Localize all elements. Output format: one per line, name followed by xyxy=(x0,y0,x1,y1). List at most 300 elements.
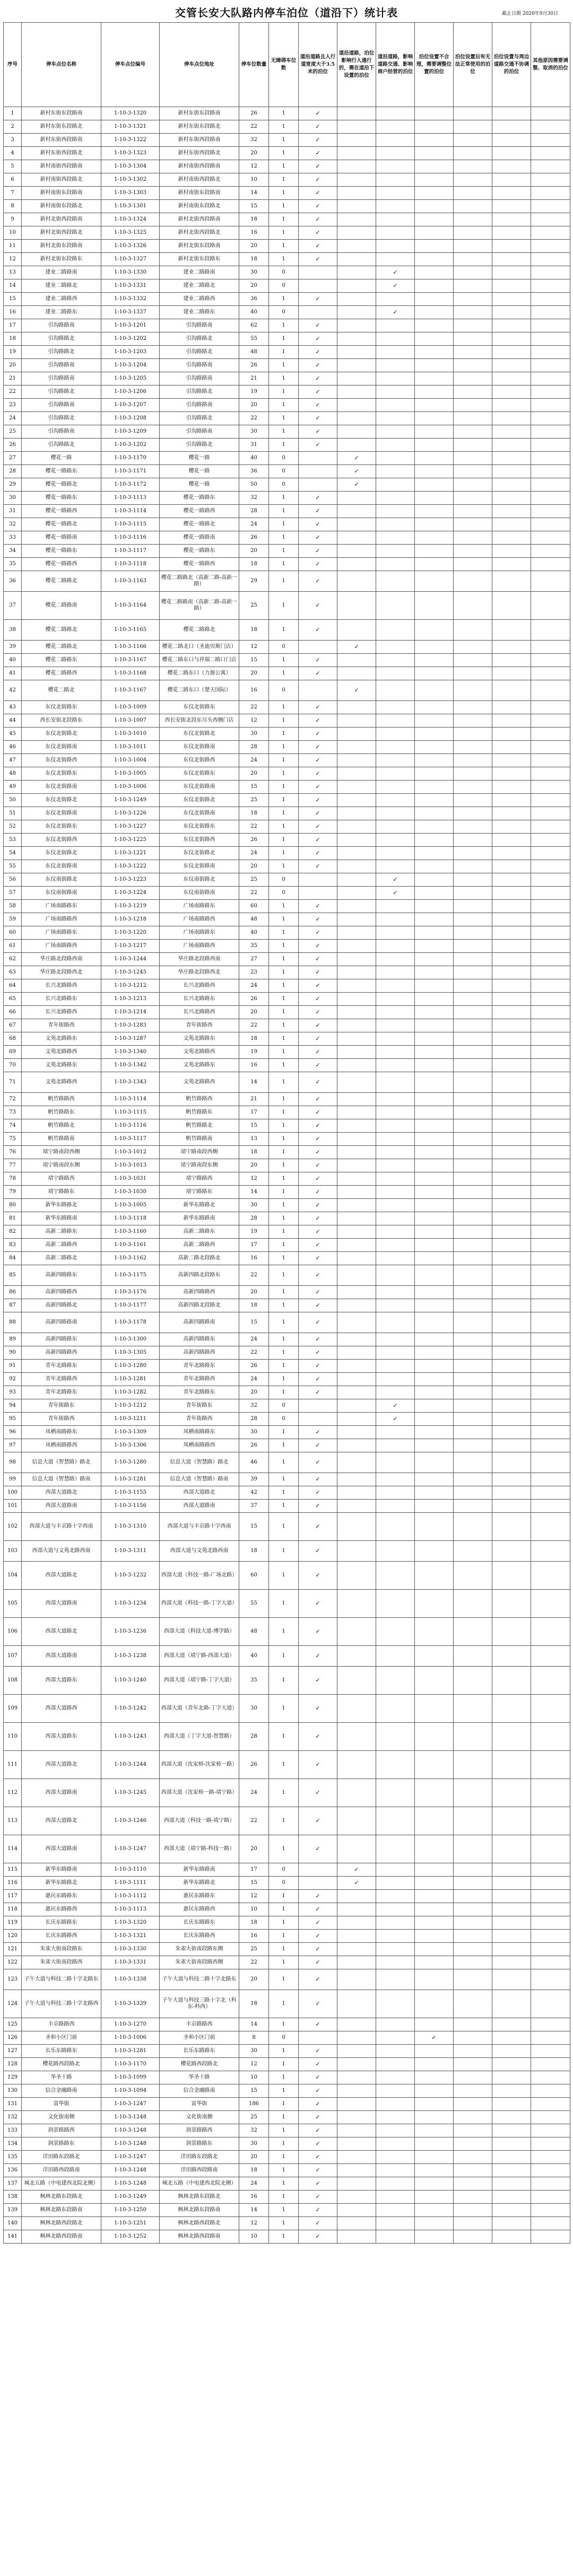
row-number-cell: 82 xyxy=(4,1225,22,1239)
criteria-cell xyxy=(337,1046,376,1059)
row-number-cell: 25 xyxy=(4,425,22,439)
space-count-cell: 20 xyxy=(239,667,269,680)
criteria-cell xyxy=(376,847,415,860)
point-address-cell: 朱雀大街南段路西侧 xyxy=(160,1956,239,1969)
table-row xyxy=(4,2018,570,2031)
criteria-cell xyxy=(299,847,337,860)
criteria-cell xyxy=(415,2217,454,2230)
criteria-cell xyxy=(376,1312,415,1333)
point-address-cell: 西部大道（青年北路-丁字大道） xyxy=(160,1695,239,1723)
row-number-cell: 29 xyxy=(4,478,22,492)
point-address-cell: 东仪北街路南 xyxy=(160,860,239,873)
row-number-cell: 98 xyxy=(4,1452,22,1473)
table-row xyxy=(4,1186,570,1199)
criteria-cell xyxy=(299,571,337,592)
table-row xyxy=(4,2058,570,2071)
table-row xyxy=(4,781,570,794)
point-code-cell: 1-10-3-1004 xyxy=(101,754,160,767)
accessible-count-cell: 0 xyxy=(269,279,299,293)
check-mark-icon: ✓ xyxy=(315,215,320,223)
point-name-cell: 高新四路路东 xyxy=(22,1333,101,1346)
criteria-cell xyxy=(337,1916,376,1930)
row-number-cell: 129 xyxy=(4,2071,22,2084)
criteria-cell xyxy=(337,1500,376,1513)
criteria-cell xyxy=(337,1695,376,1723)
criteria-cell xyxy=(492,1360,531,1373)
criteria-cell xyxy=(337,1032,376,1046)
space-count-cell: 14 xyxy=(239,2018,269,2031)
criteria-cell xyxy=(376,794,415,807)
criteria-cell xyxy=(531,2058,570,2071)
criteria-cell xyxy=(415,359,454,372)
criteria-cell xyxy=(299,1333,337,1346)
table-row xyxy=(4,1346,570,1360)
criteria-cell xyxy=(492,425,531,439)
accessible-count-cell: 1 xyxy=(269,979,299,993)
space-count-cell: 23 xyxy=(239,966,269,979)
criteria-cell xyxy=(531,293,570,306)
point-code-cell: 1-10-3-1117 xyxy=(101,545,160,558)
point-name-cell: 高新四路路西 xyxy=(22,1286,101,1299)
criteria-cell xyxy=(376,926,415,940)
criteria-cell xyxy=(376,1695,415,1723)
accessible-count-cell: 1 xyxy=(269,2058,299,2071)
criteria-cell xyxy=(299,701,337,714)
criteria-cell xyxy=(454,794,492,807)
accessible-count-cell: 1 xyxy=(269,385,299,399)
criteria-cell xyxy=(492,200,531,213)
criteria-cell xyxy=(454,1863,492,1877)
criteria-cell xyxy=(492,359,531,372)
point-name-cell: 惠民东路路东 xyxy=(22,1890,101,1903)
criteria-cell xyxy=(492,1212,531,1225)
criteria-cell xyxy=(454,1072,492,1093)
point-address-cell: 东仪北街路西 xyxy=(160,754,239,767)
space-count-cell: 10 xyxy=(239,2230,269,2244)
criteria-cell xyxy=(376,1146,415,1159)
row-number-cell: 76 xyxy=(4,1146,22,1159)
criteria-cell xyxy=(337,641,376,654)
criteria-cell xyxy=(454,2151,492,2164)
point-code-cell: 1-10-3-1232 xyxy=(101,1562,160,1590)
criteria-cell xyxy=(531,173,570,187)
criteria-cell xyxy=(531,728,570,741)
criteria-cell xyxy=(492,518,531,531)
criteria-cell xyxy=(454,425,492,439)
criteria-cell xyxy=(299,1486,337,1500)
criteria-cell xyxy=(415,412,454,425)
criteria-cell xyxy=(337,767,376,781)
criteria-cell xyxy=(492,1399,531,1413)
point-name-cell: 东仪北街路东 xyxy=(22,820,101,834)
criteria-cell xyxy=(531,714,570,728)
criteria-cell xyxy=(492,120,531,134)
criteria-cell xyxy=(337,200,376,213)
criteria-cell xyxy=(492,279,531,293)
point-code-cell: 1-10-3-1206 xyxy=(101,385,160,399)
accessible-count-cell: 1 xyxy=(269,2045,299,2058)
row-number-cell: 58 xyxy=(4,900,22,913)
accessible-count-cell: 1 xyxy=(269,1439,299,1452)
criteria-cell xyxy=(337,134,376,147)
row-number-cell: 8 xyxy=(4,200,22,213)
criteria-cell xyxy=(492,887,531,900)
criteria-cell xyxy=(415,372,454,385)
point-code-cell: 1-10-3-1223 xyxy=(101,873,160,887)
criteria-cell xyxy=(454,571,492,592)
point-address-cell: 樱花路西段路北 xyxy=(160,2058,239,2071)
accessible-count-cell: 1 xyxy=(269,620,299,641)
check-mark-icon: ✓ xyxy=(315,836,320,843)
criteria-cell xyxy=(454,1439,492,1452)
row-number-cell: 83 xyxy=(4,1239,22,1252)
criteria-cell xyxy=(299,1199,337,1212)
criteria-cell xyxy=(376,478,415,492)
table-row xyxy=(4,1312,570,1333)
point-code-cell: 1-10-3-1303 xyxy=(101,187,160,200)
row-number-cell: 116 xyxy=(4,1877,22,1890)
criteria-cell xyxy=(492,1943,531,1956)
criteria-cell xyxy=(376,1618,415,1646)
space-count-cell: 30 xyxy=(239,266,269,279)
criteria-cell xyxy=(376,979,415,993)
criteria-cell xyxy=(415,1072,454,1093)
criteria-cell xyxy=(531,1426,570,1439)
point-address-cell: 润景路路东 xyxy=(160,2137,239,2151)
space-count-cell: 14 xyxy=(239,1186,269,1199)
point-address-cell: 东仪北街路西 xyxy=(160,834,239,847)
point-address-cell: 高新二路路东 xyxy=(160,1225,239,1239)
criteria-cell xyxy=(337,654,376,667)
criteria-cell xyxy=(531,240,570,253)
point-address-cell: 引沟路路北 xyxy=(160,439,239,452)
criteria-cell xyxy=(337,2018,376,2031)
table-body xyxy=(4,107,570,2244)
space-count-cell: 12 xyxy=(239,2217,269,2230)
table-row xyxy=(4,767,570,781)
criteria-cell xyxy=(531,306,570,319)
point-address-cell: 凤栖南路路西 xyxy=(160,1439,239,1452)
criteria-cell xyxy=(531,680,570,701)
row-number-cell: 15 xyxy=(4,293,22,306)
criteria-cell xyxy=(531,1032,570,1046)
accessible-count-cell: 1 xyxy=(269,1199,299,1212)
criteria-cell xyxy=(299,253,337,266)
criteria-cell xyxy=(454,728,492,741)
criteria-cell xyxy=(415,1903,454,1916)
table-row xyxy=(4,558,570,571)
accessible-count-cell: 1 xyxy=(269,2177,299,2191)
space-count-cell: 14 xyxy=(239,1072,269,1093)
point-code-cell: 1-10-3-1010 xyxy=(101,728,160,741)
point-address-cell: 引沟路路南 xyxy=(160,319,239,332)
criteria-cell xyxy=(299,2191,337,2204)
space-count-cell: 48 xyxy=(239,346,269,359)
space-count-cell: 25 xyxy=(239,1943,269,1956)
criteria-cell xyxy=(299,2098,337,2111)
accessible-count-cell: 0 xyxy=(269,873,299,887)
point-address-cell: 建业二路路南 xyxy=(160,266,239,279)
row-number-cell: 28 xyxy=(4,465,22,478)
check-mark-icon: ✓ xyxy=(315,427,320,435)
criteria-cell xyxy=(415,2151,454,2164)
table-row xyxy=(4,1299,570,1312)
criteria-cell xyxy=(299,134,337,147)
point-name-cell: 西部大道与丰京路十字西南 xyxy=(22,1513,101,1541)
point-code-cell: 1-10-3-1202 xyxy=(101,439,160,452)
space-count-cell: 48 xyxy=(239,1618,269,1646)
point-name-cell: 丰京路路西 xyxy=(22,2018,101,2031)
criteria-cell xyxy=(337,1072,376,1093)
criteria-cell xyxy=(337,680,376,701)
table-row xyxy=(4,1046,570,1059)
space-count-cell: 25 xyxy=(239,592,269,620)
space-count-cell: 28 xyxy=(239,1212,269,1225)
criteria-cell xyxy=(531,966,570,979)
row-number-cell: 17 xyxy=(4,319,22,332)
criteria-cell xyxy=(376,1969,415,1990)
criteria-cell xyxy=(454,834,492,847)
point-code-cell: 1-10-3-1214 xyxy=(101,1006,160,1019)
point-name-cell: 西部大道路南 xyxy=(22,1646,101,1667)
point-name-cell: 青年北路路东 xyxy=(22,1360,101,1373)
criteria-cell xyxy=(492,2151,531,2164)
criteria-cell xyxy=(454,1779,492,1807)
criteria-cell xyxy=(492,385,531,399)
criteria-cell xyxy=(299,1006,337,1019)
criteria-cell xyxy=(299,478,337,492)
check-mark-icon: ✓ xyxy=(315,202,320,209)
accessible-count-cell: 1 xyxy=(269,1072,299,1093)
criteria-cell xyxy=(376,1239,415,1252)
row-number-cell: 38 xyxy=(4,620,22,641)
point-address-cell: 长庆东路路东 xyxy=(160,1916,239,1930)
criteria-cell xyxy=(531,2151,570,2164)
criteria-cell xyxy=(337,1667,376,1695)
criteria-cell xyxy=(415,240,454,253)
criteria-cell xyxy=(454,266,492,279)
check-mark-icon: ✓ xyxy=(315,162,320,170)
space-count-cell: 18 xyxy=(239,1032,269,1046)
criteria-cell xyxy=(299,531,337,545)
accessible-count-cell: 1 xyxy=(269,1562,299,1590)
criteria-cell xyxy=(376,680,415,701)
criteria-cell xyxy=(337,1199,376,1212)
table-row xyxy=(4,545,570,558)
criteria-cell xyxy=(376,1186,415,1199)
check-mark-icon: ✓ xyxy=(315,703,320,711)
criteria-cell xyxy=(492,107,531,120)
table-row xyxy=(4,1199,570,1212)
criteria-cell xyxy=(454,1695,492,1723)
criteria-cell xyxy=(337,1807,376,1835)
point-address-cell: 引沟路路北 xyxy=(160,412,239,425)
accessible-count-cell: 1 xyxy=(269,346,299,359)
point-name-cell: 樱花一路路北 xyxy=(22,478,101,492)
criteria-cell xyxy=(492,452,531,465)
point-name-cell: 西部大道路北 xyxy=(22,1751,101,1779)
point-name-cell: 高新四路路西 xyxy=(22,1346,101,1360)
accessible-count-cell: 1 xyxy=(269,359,299,372)
criteria-cell xyxy=(415,319,454,332)
criteria-cell xyxy=(415,492,454,505)
table-row xyxy=(4,754,570,767)
criteria-cell xyxy=(415,680,454,701)
criteria-cell xyxy=(492,266,531,279)
criteria-cell xyxy=(454,741,492,754)
row-number-cell: 87 xyxy=(4,1299,22,1312)
criteria-cell xyxy=(415,2031,454,2045)
point-name-cell: 樱花一路路西 xyxy=(22,505,101,518)
criteria-cell xyxy=(454,754,492,767)
space-count-cell: 32 xyxy=(239,134,269,147)
criteria-cell xyxy=(492,1695,531,1723)
check-mark-icon: ✓ xyxy=(315,756,320,764)
point-name-cell: 高新四路路东 xyxy=(22,1265,101,1286)
criteria-cell xyxy=(337,2071,376,2084)
criteria-cell xyxy=(531,226,570,240)
criteria-cell xyxy=(299,1212,337,1225)
criteria-cell xyxy=(531,1265,570,1286)
row-number-cell: 18 xyxy=(4,332,22,346)
table-row xyxy=(4,2217,570,2230)
check-mark-icon: ✓ xyxy=(315,1441,320,1449)
point-address-cell: 文化街南侧 xyxy=(160,2111,239,2124)
criteria-cell xyxy=(531,1333,570,1346)
check-mark-icon: ✓ xyxy=(315,1135,320,1142)
point-code-cell: 1-10-3-1208 xyxy=(101,412,160,425)
column-header: 停车点位名称 xyxy=(22,23,101,107)
criteria-cell xyxy=(337,240,376,253)
space-count-cell: 22 xyxy=(239,120,269,134)
criteria-cell xyxy=(376,359,415,372)
criteria-cell xyxy=(531,953,570,966)
space-count-cell: 20 xyxy=(239,1386,269,1399)
table-row xyxy=(4,1146,570,1159)
point-code-cell: 1-10-3-1227 xyxy=(101,820,160,834)
space-count-cell: 60 xyxy=(239,1562,269,1590)
space-count-cell: 20 xyxy=(239,2151,269,2164)
check-mark-icon: ✓ xyxy=(315,401,320,408)
accessible-count-cell: 1 xyxy=(269,107,299,120)
table-row xyxy=(4,518,570,531)
criteria-cell xyxy=(531,1452,570,1473)
table-row xyxy=(4,1252,570,1265)
criteria-cell xyxy=(415,781,454,794)
criteria-cell xyxy=(531,1072,570,1093)
column-header: 停车点位地址 xyxy=(160,23,239,107)
point-code-cell: 1-10-3-1245 xyxy=(101,966,160,979)
accessible-count-cell: 1 xyxy=(269,1990,299,2018)
accessible-count-cell: 1 xyxy=(269,1890,299,1903)
check-mark-icon: ✓ xyxy=(354,686,359,694)
criteria-cell xyxy=(531,1413,570,1426)
criteria-cell xyxy=(415,346,454,359)
space-count-cell: 20 xyxy=(239,1286,269,1299)
criteria-cell xyxy=(454,226,492,240)
criteria-cell xyxy=(337,2164,376,2177)
point-address-cell: 新村南街东段路南 xyxy=(160,187,239,200)
row-number-cell: 77 xyxy=(4,1159,22,1172)
check-mark-icon: ✓ xyxy=(315,109,320,117)
criteria-cell xyxy=(492,240,531,253)
criteria-cell xyxy=(454,592,492,620)
accessible-count-cell: 1 xyxy=(269,1212,299,1225)
criteria-cell xyxy=(531,1106,570,1119)
criteria-cell xyxy=(337,1890,376,1903)
criteria-cell xyxy=(454,452,492,465)
criteria-cell xyxy=(492,1252,531,1265)
point-code-cell: 1-10-3-1178 xyxy=(101,1312,160,1333)
space-count-cell: 20 xyxy=(239,1835,269,1863)
space-count-cell: 40 xyxy=(239,306,269,319)
point-code-cell: 1-10-3-1236 xyxy=(101,1618,160,1646)
criteria-cell xyxy=(531,1093,570,1106)
criteria-cell xyxy=(492,2137,531,2151)
criteria-cell xyxy=(299,1513,337,1541)
criteria-cell xyxy=(337,1159,376,1172)
point-name-cell: 樱花二路路北 xyxy=(22,571,101,592)
criteria-cell xyxy=(415,1333,454,1346)
point-address-cell: 新村东街西段路北 xyxy=(160,147,239,160)
criteria-cell xyxy=(492,1119,531,1133)
accessible-count-cell: 1 xyxy=(269,1473,299,1486)
space-count-cell: 17 xyxy=(239,1239,269,1252)
criteria-cell xyxy=(531,2191,570,2204)
check-mark-icon: ✓ xyxy=(315,1522,320,1530)
criteria-cell xyxy=(454,505,492,518)
point-name-cell: 樱花一路路南 xyxy=(22,531,101,545)
criteria-cell xyxy=(531,1562,570,1590)
criteria-cell xyxy=(531,1807,570,1835)
criteria-cell xyxy=(454,966,492,979)
check-mark-icon: ✓ xyxy=(315,1148,320,1155)
criteria-cell xyxy=(337,781,376,794)
point-address-cell: 东仪北街路南 xyxy=(160,741,239,754)
criteria-cell xyxy=(531,592,570,620)
criteria-cell xyxy=(299,979,337,993)
criteria-cell xyxy=(454,2111,492,2124)
criteria-cell xyxy=(531,492,570,505)
criteria-cell xyxy=(299,781,337,794)
criteria-cell xyxy=(454,2217,492,2230)
criteria-cell xyxy=(531,794,570,807)
criteria-cell xyxy=(454,1386,492,1399)
point-name-cell: 青年北路路东 xyxy=(22,1386,101,1399)
accessible-count-cell: 1 xyxy=(269,226,299,240)
criteria-cell xyxy=(415,807,454,820)
criteria-cell xyxy=(337,160,376,173)
accessible-count-cell: 1 xyxy=(269,253,299,266)
criteria-cell xyxy=(454,1225,492,1239)
point-code-cell: 1-10-3-1176 xyxy=(101,1286,160,1299)
criteria-cell xyxy=(531,279,570,293)
point-code-cell: 1-10-3-1322 xyxy=(101,134,160,147)
criteria-cell xyxy=(531,1930,570,1943)
accessible-count-cell: 0 xyxy=(269,452,299,465)
point-code-cell: 1-10-3-1165 xyxy=(101,620,160,641)
criteria-cell xyxy=(299,820,337,834)
criteria-cell xyxy=(337,1990,376,2018)
point-code-cell: 1-10-3-1167 xyxy=(101,680,160,701)
point-address-cell: 靖宁路路西 xyxy=(160,1172,239,1186)
criteria-cell xyxy=(531,531,570,545)
criteria-cell xyxy=(299,654,337,667)
row-number-cell: 22 xyxy=(4,385,22,399)
check-mark-icon: ✓ xyxy=(315,1547,320,1554)
criteria-cell xyxy=(415,293,454,306)
check-mark-icon: ✓ xyxy=(315,1108,320,1116)
